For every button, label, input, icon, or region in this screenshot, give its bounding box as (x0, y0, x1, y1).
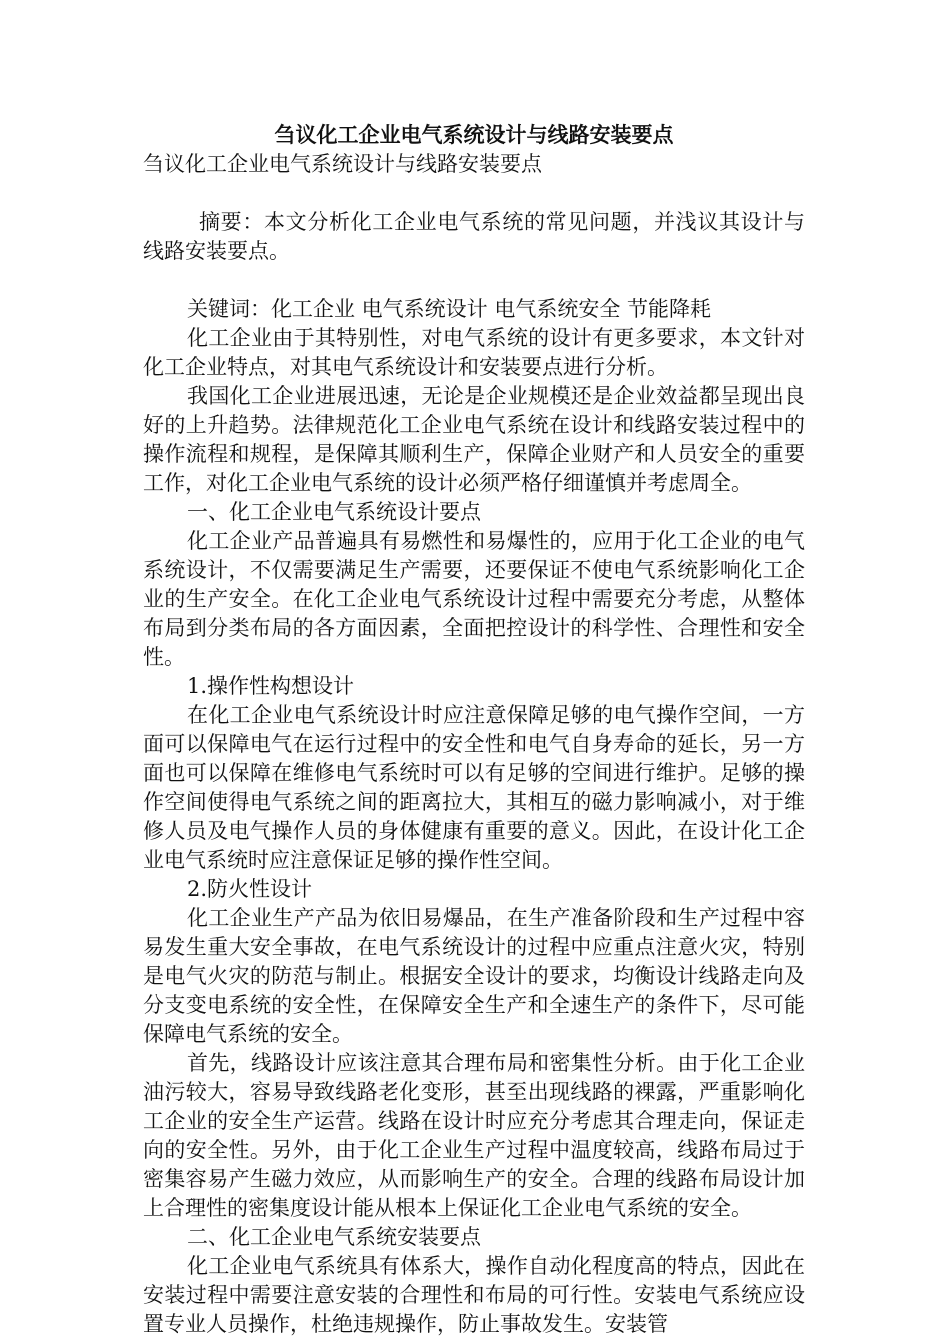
blank-line (143, 266, 805, 295)
body-paragraph: 化工企业由于其特别性，对电气系统的设计有更多要求，本文针对化工企业特点，对其电气系统设计和安装要点进行分析。 (143, 326, 805, 379)
abstract-paragraph: 摘要：本文分析化工企业电气系统的常见问题，并浅议其设计与线路安装要点。 (143, 210, 805, 263)
blank-line (143, 179, 805, 208)
body-paragraph: 在化工企业电气系统设计时应注意保障足够的电气操作空间，一方面可以保障电气在运行过程中的安全性和电气自身寿命的延长，另一方面也可以保障在维修电气系统时可以有足够的空间进行维护。足够的操作空间使得电气系统之间的距离拉大，其相互的磁力影响减小，对于维修人员及电气操作人员的身体健康有重要的意义。因此，在设计化工企业电气系统时应注意保证足够的操作性空间。 (143, 703, 805, 872)
section-heading: 二、化工企业电气系统安装要点 (187, 1225, 481, 1249)
body-paragraph: 化工企业产品普遍具有易燃性和易爆性的，应用于化工企业的电气系统设计，不仅需要满足生产需要，还要保证不使电气系统影响化工企业的生产安全。在化工企业电气系统设计过程中需要充分考虑，从整体布局到分类布局的各方面因素，全面把控设计的科学性、合理性和安全性。 (143, 529, 805, 669)
body-paragraph: 化工企业电气系统具有体系大，操作自动化程度高的特点，因此在安装过程中需要注意安装的合理性和布局的可行性。安装电气系统应设置专业人员操作，杜绝违规操作，防止事故发生。安装管 (143, 1254, 805, 1336)
subsection-heading: 1.操作性构想设计 (187, 674, 355, 698)
body-paragraph: 我国化工企业进展迅速，无论是企业规模还是企业效益都呈现出良好的上升趋势。法律规范化工企业电气系统在设计和线路安装过程中的操作流程和规程，是保障其顺利生产，保障企业财产和人员安全的重要工作，对化工企业电气系统的设计必须严格仔细谨慎并考虑周全。 (143, 384, 805, 495)
subsection-heading: 2.防火性设计 (187, 877, 313, 901)
keywords-line: 关键词：化工企业 电气系统设计 电气系统安全 节能降耗 (187, 297, 712, 321)
document-page (143, 120, 805, 1339)
document-subtitle: 刍议化工企业电气系统设计与线路安装要点 (143, 152, 542, 176)
body-paragraph: 首先，线路设计应该注意其合理布局和密集性分析。由于化工企业油污较大，容易导致线路老化变形，甚至出现线路的裸露，严重影响化工企业的安全生产运营。线路在设计时应充分考虑其合理走向，保证走向的安全性。另外，由于化工企业生产过程中温度较高，线路布局过于密集容易产生磁力效应，从而影响生产的安全。合理的线路布局设计加上合理性的密集度设计能从根本上保证化工企业电气系统的安全。 (143, 1051, 805, 1220)
document-title: 刍议化工企业电气系统设计与线路安装要点 (274, 122, 674, 147)
body-paragraph: 化工企业生产产品为依旧易爆品，在生产准备阶段和生产过程中容易发生重大安全事故，在电气系统设计的过程中应重点注意火灾，特别是电气火灾的防范与制止。根据安全设计的要求，均衡设计线路走向及分支变电系统的安全性，在保障安全生产和全速生产的条件下，尽可能保障电气系统的安全。 (143, 906, 805, 1046)
section-heading: 一、化工企业电气系统设计要点 (187, 500, 481, 524)
